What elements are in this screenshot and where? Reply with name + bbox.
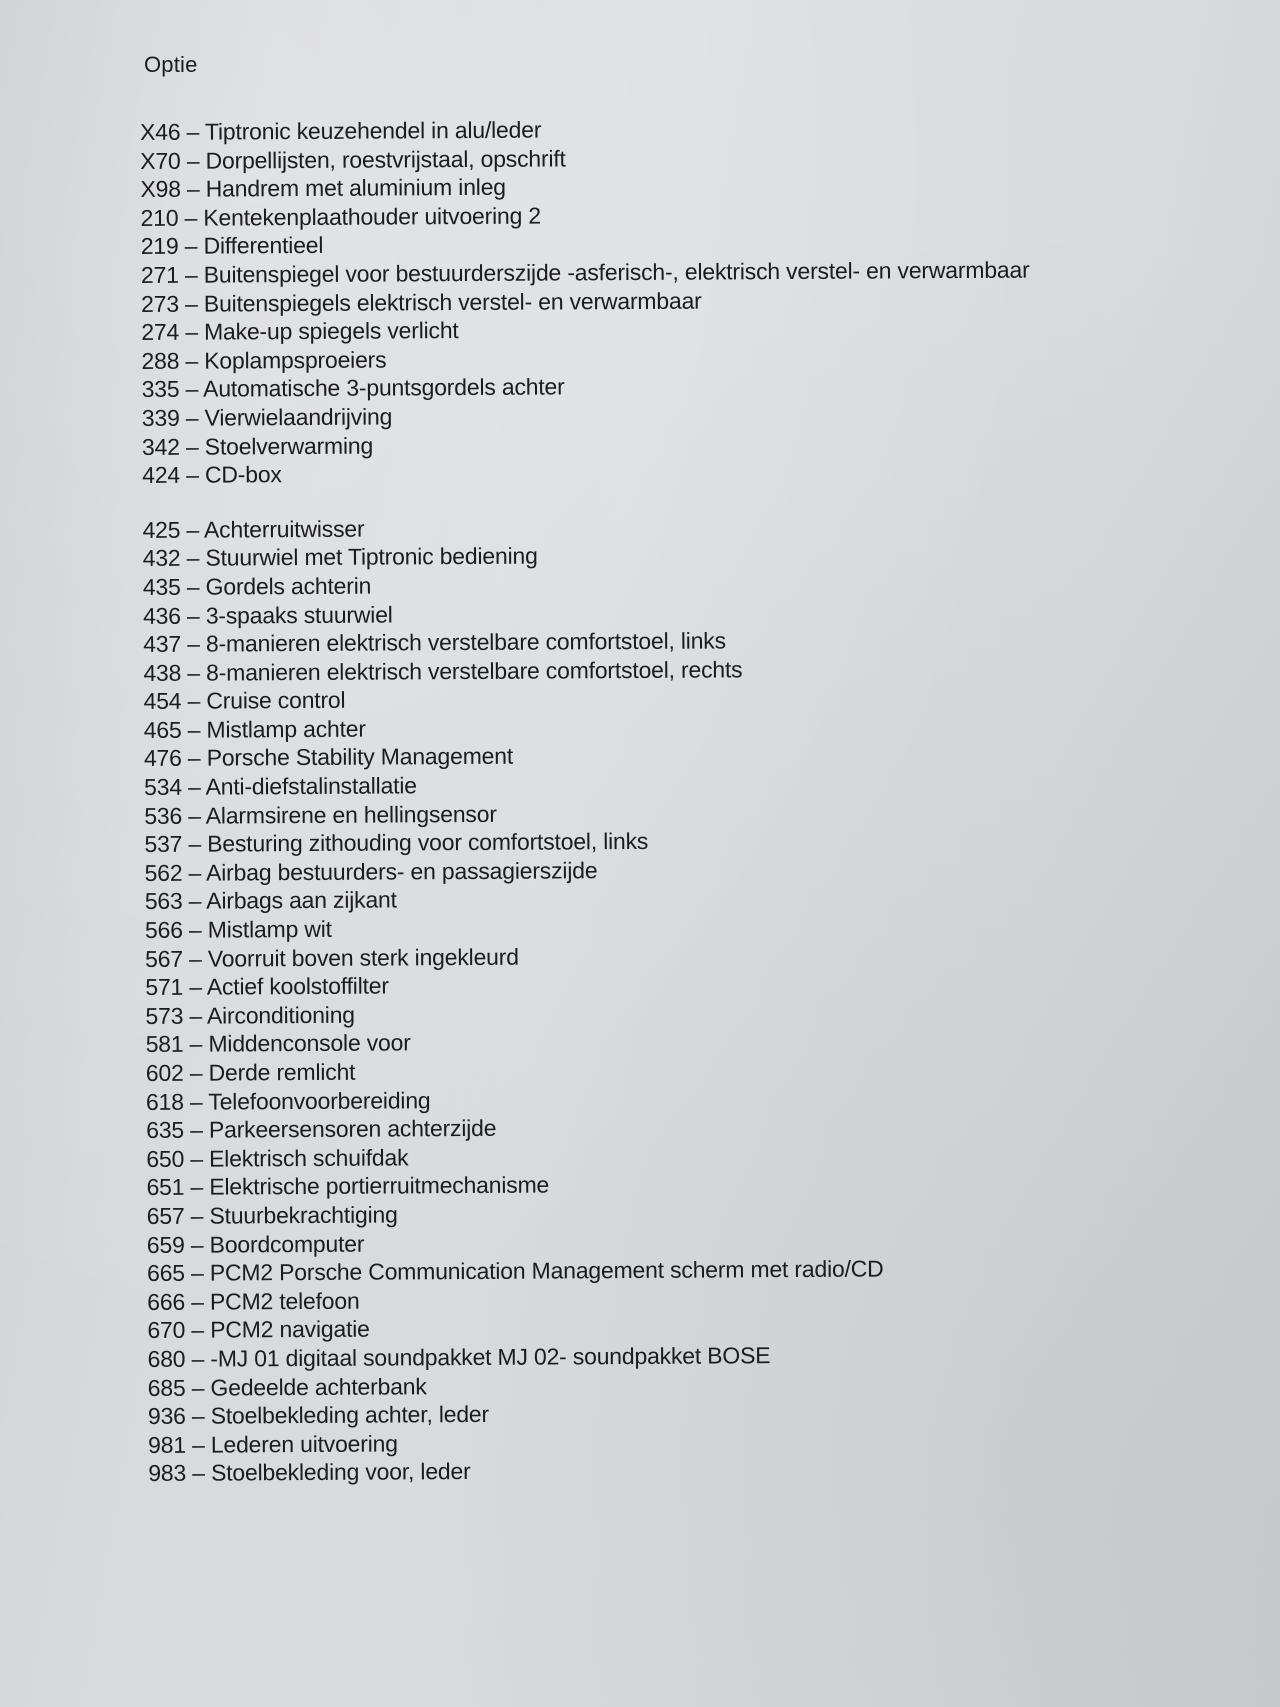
- list-item: 981 – Lederen uitvoering: [148, 1430, 398, 1458]
- list-item: 437 – 8-manieren elektrisch verstelbare comfortstoel, links: [143, 627, 726, 658]
- page-heading: Optie: [144, 52, 198, 77]
- list-item: 581 – Middenconsole voor: [145, 1029, 411, 1058]
- list-item: 274 – Make-up spiegels verlicht: [141, 317, 459, 346]
- list-item: 435 – Gordels achterin: [142, 572, 372, 600]
- list-item: 342 – Stoelverwarming: [141, 432, 374, 460]
- list-item: 454 – Cruise control: [143, 687, 346, 715]
- list-item: 425 – Achterruitwisser: [142, 515, 365, 543]
- list-item: 573 – Airconditioning: [145, 1001, 355, 1029]
- list-item: 670 – PCM2 navigatie: [147, 1315, 370, 1344]
- list-item: 339 – Vierwielaandrijving: [141, 403, 393, 431]
- list-item: X98 – Handrem met aluminium inleg: [140, 173, 506, 203]
- list-item: 273 – Buitenspiegels elektrisch verstel- en verwarmbaar: [141, 287, 702, 317]
- list-item: 465 – Mistlamp achter: [143, 715, 366, 743]
- list-item: 210 – Kentekenplaathouder uitvoering 2: [140, 202, 542, 231]
- list-item: 432 – Stuurwiel met Tiptronic bediening: [142, 542, 538, 572]
- list-item: 651 – Elektrische portierruitmechanisme: [146, 1171, 550, 1201]
- list-item: X46 – Tiptronic keuzehendel in alu/leder: [140, 116, 542, 145]
- list-item: 650 – Elektrisch schuifdak: [146, 1144, 409, 1172]
- list-item: 571 – Actief koolstoffilter: [145, 972, 389, 1001]
- list-item: 567 – Voorruit boven sterk ingekleurd: [145, 943, 519, 972]
- list-item: 219 – Differentieel: [140, 232, 324, 260]
- list-item: 665 – PCM2 Porsche Communication Management scherm met radio/CD: [146, 1255, 884, 1287]
- list-item: 936 – Stoelbekleding achter, leder: [147, 1401, 490, 1430]
- list-item: 685 – Gedeelde achterbank: [147, 1372, 427, 1401]
- list-item: 562 – Airbag bestuurders- en passagierszijde: [144, 857, 598, 886]
- list-item: 602 – Derde remlicht: [145, 1058, 356, 1086]
- list-item: 635 – Parkeersensoren achterzijde: [146, 1115, 497, 1144]
- list-item: 666 – PCM2 telefoon: [147, 1287, 360, 1315]
- list-item: 424 – CD-box: [142, 461, 282, 489]
- list-item: 537 – Besturing zithouding voor comfortstoel, links: [144, 828, 649, 858]
- list-item: 288 – Koplampsproeiers: [141, 346, 387, 374]
- list-item: 335 – Automatische 3-puntsgordels achter: [141, 373, 565, 403]
- list-item: 534 – Anti-diefstalinstallatie: [144, 772, 417, 801]
- list-item: 680 – -MJ 01 digitaal soundpakket MJ 02- soundpakket BOSE: [147, 1342, 771, 1372]
- list-item: X70 – Dorpellijsten, roestvrijstaal, opschrift: [140, 144, 566, 174]
- list-item: 536 – Alarmsirene en hellingsensor: [144, 800, 497, 829]
- list-item: 271 – Buitenspiegel voor bestuurderszijde -asferisch-, elektrisch verstel- en verwarmbaar: [140, 256, 1030, 288]
- list-item: 436 – 3-spaaks stuurwiel: [142, 600, 393, 629]
- list-item: 438 – 8-manieren elektrisch verstelbare comfortstoel, rechts: [143, 656, 743, 686]
- list-item: 983 – Stoelbekleding voor, leder: [148, 1458, 471, 1487]
- list-item: 618 – Telefoonvoorbereiding: [145, 1086, 431, 1115]
- list-item: 659 – Boordcomputer: [146, 1230, 365, 1258]
- option-list: [140, 112, 1148, 1488]
- list-item: 476 – Porsche Stability Management: [143, 743, 514, 772]
- list-item: 657 – Stuurbekrachtiging: [146, 1201, 398, 1229]
- list-item: 566 – Mistlamp wit: [144, 915, 332, 944]
- list-item: 563 – Airbags aan zijkant: [144, 886, 397, 915]
